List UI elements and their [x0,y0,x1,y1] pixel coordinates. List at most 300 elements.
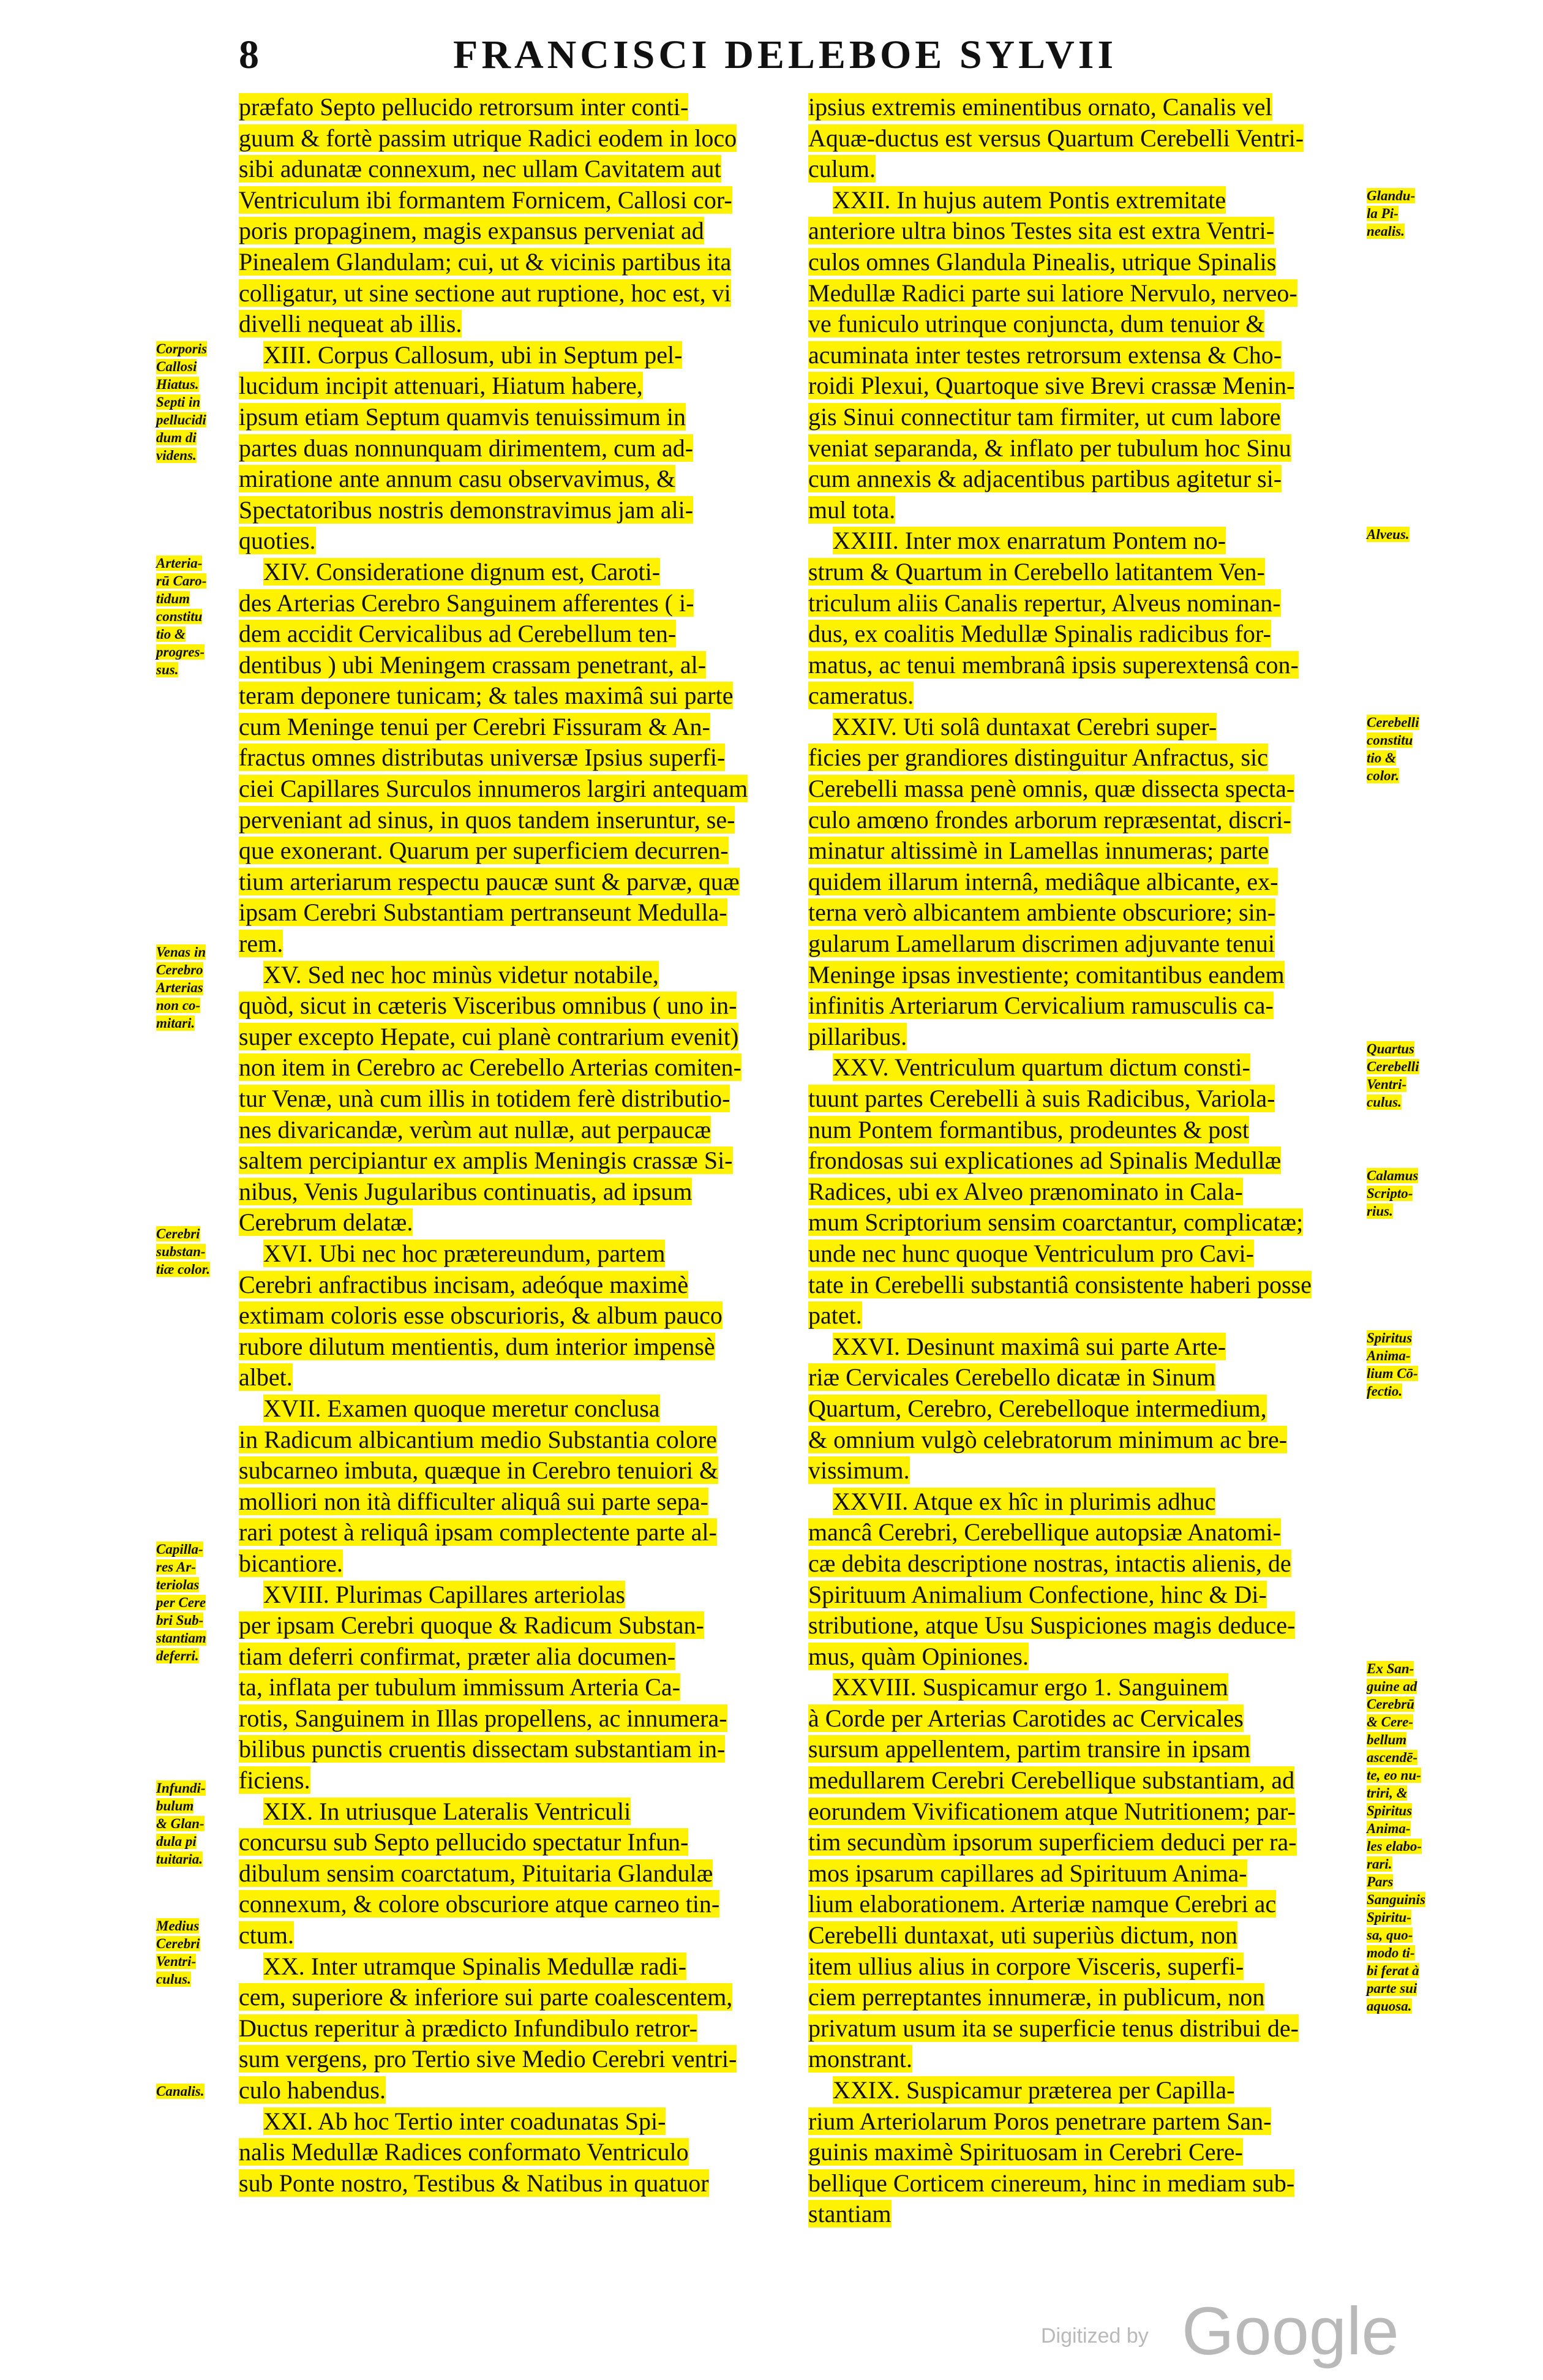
margin-note-line [156,1935,227,1953]
highlighted-text: Hiatus. [156,377,199,392]
highlighted-text: XIX. In utriusque Lateralis Ventriculi [263,1797,631,1825]
text-line [808,1982,1356,2013]
highlighted-text: rubore dilutum mentientis, dum interior impensè [239,1332,715,1360]
highlighted-text: gularum Lamellarum discrimen adjuvante tenui [808,930,1275,958]
highlighted-text: & Cere- [1367,1714,1414,1730]
text-line [239,278,781,309]
highlighted-text: ipsum etiam Septum quamvis tenuissimum in [239,402,686,431]
text-line [239,185,781,216]
highlighted-text: ficiens. [239,1766,310,1794]
margin-note-line [156,429,227,446]
text-line [239,805,781,836]
highlighted-text: XXVI. Desinunt maximâ sui parte Arte- [833,1332,1226,1360]
highlighted-text: stantiam [808,2200,892,2228]
text-line [239,1145,781,1177]
margin-note [156,943,227,1032]
margin-note-line [1367,1660,1440,1678]
highlighted-text: Alveus. [1367,527,1410,542]
highlighted-text: Cerebelli [1367,1059,1419,1074]
text-line [239,1331,781,1363]
text-line [239,1270,781,1301]
page-number: 8 [239,32,263,77]
highlighted-text: nibus, Venis Jugularibus continuatis, ad ipsum [239,1177,693,1205]
margin-note-line [1367,731,1440,749]
text-line [808,1920,1356,1951]
highlighted-text: triri, & [1367,1785,1408,1801]
highlighted-text: culos omnes Glandula Pinealis, utrique Spinalis [808,247,1277,276]
text-line [808,1548,1356,1580]
margin-note-line [1367,1873,1440,1891]
highlighted-text: vissimum. [808,1456,910,1485]
highlighted-text: quòd, sicut in cæteris Visceribus omnibus ( uno in- [239,992,737,1020]
highlighted-text: Infundi- [156,1780,206,1796]
highlighted-text: mul tota. [808,495,896,524]
margin-note [156,2082,227,2100]
text-line [808,805,1356,836]
highlighted-text: rū Caro- [156,573,207,589]
text-line [808,1765,1356,1796]
text-line [808,340,1356,371]
margin-note-line [1367,1093,1440,1111]
highlighted-text: cum Meninge tenui per Cerebri Fissuram & An- [239,712,710,740]
text-line [239,371,781,402]
highlighted-text: Callosi [156,359,197,374]
text-line [808,2044,1356,2075]
highlighted-text: Cerebri [156,1226,200,1241]
highlighted-text: Calamus [1367,1168,1419,1183]
margin-note-line [156,1815,227,1832]
highlighted-text: mus, quàm Opiniones. [808,1642,1029,1670]
highlighted-text: Aquæ-ductus est versus Quartum Cerebelli Ventri- [808,124,1304,152]
text-line [808,1796,1356,1828]
highlighted-text: guine ad [1367,1679,1417,1694]
highlighted-text: Meninge ipsas investiente; comitantibus eandem [808,960,1285,989]
margin-note-line [1367,1167,1440,1184]
highlighted-text: XXIV. Uti solâ duntaxat Cerebri super- [833,712,1217,740]
margin-note-line [1367,1202,1440,1220]
text-line [808,2199,1356,2230]
text-line [808,1641,1356,1673]
text-line [808,1610,1356,1641]
highlighted-text: non co- [156,998,201,1013]
margin-note-line [156,375,227,393]
highlighted-text: dum di [156,430,197,445]
text-line [239,495,781,526]
highlighted-text: bri Sub- [156,1613,204,1628]
text-line [808,495,1356,526]
highlighted-text: Cerebrum delatæ. [239,1208,413,1237]
text-line [808,2137,1356,2168]
highlighted-text: Scripto- [1367,1186,1413,1201]
margin-note [1367,714,1440,785]
highlighted-text: Medullæ Radici parte sui latiore Nervulo, nerveo- [808,279,1297,307]
text-line [239,990,781,1022]
text-line [239,1796,781,1828]
margin-note-line [156,1576,227,1594]
margin-note-line [1367,1075,1440,1093]
text-line [808,185,1356,216]
highlighted-text: nealis. [1367,224,1405,239]
highlighted-text: tate in Cerebelli substantiâ consistente haberi posse [808,1270,1312,1298]
text-line [239,340,781,371]
margin-note-line [156,1260,227,1278]
highlighted-text: veniat separanda, & inflato per tubulum hoc Sinu [808,434,1291,462]
highlighted-text: color. [1367,768,1400,783]
margin-note-line [1367,1347,1440,1365]
text-line [239,1022,781,1053]
text-line [808,1331,1356,1363]
text-line [808,1238,1356,1270]
text-line [239,1548,781,1580]
text-line [808,712,1356,743]
highlighted-text: ctum. [239,1921,294,1949]
highlighted-text: eorundem Vivificationem atque Nutritionem; par- [808,1797,1296,1825]
text-line [808,1672,1356,1703]
text-line [239,1982,781,2013]
text-line [808,2106,1356,2137]
highlighted-text: num Pontem formantibus, prodeuntes & post [808,1115,1249,1143]
highlighted-text: minatur altissimè in Lamellas innumeras; parte [808,837,1269,865]
text-line [808,1889,1356,1920]
text-line [808,525,1356,557]
text-line [808,92,1356,123]
margin-note-line [156,661,227,679]
margin-note-line [156,1832,227,1850]
text-line [808,1734,1356,1765]
highlighted-text: deferri. [156,1648,199,1663]
text-line [239,588,781,619]
text-line [808,619,1356,650]
margin-note-line [156,1243,227,1260]
margin-note-line [156,1797,227,1815]
text-line [239,1083,781,1115]
highlighted-text: subcarneo imbuta, quæque in Cerebro tenuiori & [239,1456,719,1485]
highlighted-text: Anima- [1367,1821,1411,1836]
text-line [239,309,781,340]
margin-note-line [1367,1997,1440,2015]
text-line [239,557,781,588]
highlighted-text: & omnium vulgò celebratorum minimum ac bre- [808,1425,1288,1453]
highlighted-text: culo habendus. [239,2076,386,2104]
text-line [239,2075,781,2106]
highlighted-text: bilibus punctis cruentis dissectam substantiam in- [239,1735,726,1763]
highlighted-text: nalis Medullæ Radices conformato Ventriculo [239,2138,689,2166]
highlighted-text: ciem perreptantes innumeræ, in publicum, non [808,1983,1265,2011]
text-line [239,1362,781,1393]
margin-note-line [156,1917,227,1935]
highlighted-text: culus. [1367,1094,1402,1110]
highlighted-text: te, eo nu- [1367,1768,1421,1783]
highlighted-text: quidem illarum internâ, mediâque albicante, ex- [808,867,1278,895]
text-line [239,897,781,928]
margin-note-line [1367,1802,1440,1820]
text-line [239,742,781,774]
text-line [239,1115,781,1146]
text-line [808,1393,1356,1425]
highlighted-text: monstrant. [808,2045,912,2073]
highlighted-text: constitu [156,609,203,624]
highlighted-text: saltem percipiantur ex amplis Meningis crassæ Si- [239,1147,733,1175]
highlighted-text: sibi adunatæ connexum, nec ullam Cavitatem aut [239,155,721,183]
highlighted-text: mum Scriptorium sensim coarctantur, complicatæ; [808,1208,1304,1237]
highlighted-text: XXVIII. Suspicamur ergo 1. Sanguinem [833,1673,1228,1701]
text-line [239,2106,781,2137]
highlighted-text: præfato Septo pellucido retrorsum inter conti- [239,93,689,121]
highlighted-text: tio & [1367,750,1396,766]
highlighted-text: Spiritus [1367,1803,1413,1818]
margin-note-line [1367,1329,1440,1347]
text-line [239,1580,781,1611]
margin-note-line [1367,1678,1440,1695]
highlighted-text: riæ Cervicales Cerebello dicatæ in Sinum [808,1363,1216,1391]
margin-note-line [1367,187,1440,205]
highlighted-text: XXIII. Inter mox enarratum Pontem no- [833,527,1226,555]
margin-note-line [156,1611,227,1629]
highlighted-text: cum annexis & adjacentibus partibus agitetur si- [808,465,1282,493]
text-line [808,433,1356,464]
highlighted-text: super excepto Hepate, cui planè contrarium evenit) [239,1022,739,1050]
text-line [239,2013,781,2044]
text-line [808,309,1356,340]
text-line [808,1580,1356,1611]
text-line [808,1052,1356,1083]
highlighted-text: dentibus ) ubi Meningem crassam penetrant, al- [239,650,707,679]
highlighted-text: cem, superiore & inferiore sui parte coalescentem, [239,1983,733,2011]
text-line [239,650,781,681]
text-line [239,216,781,247]
highlighted-text: XVI. Ubi nec hoc prætereundum, partem [263,1239,666,1267]
highlighted-text: des Arterias Cerebro Sanguinem afferentes ( i- [239,589,694,617]
highlighted-text: ipsam Cerebri Substantiam pertranseunt Medulla- [239,898,727,927]
margin-note-line [1367,1365,1440,1382]
text-line [808,154,1356,185]
margin-note [1367,1329,1440,1400]
margin-note-line [1367,1749,1440,1766]
highlighted-text: tiam deferri confirmat, præter alia documen- [239,1642,676,1670]
margin-note [156,1779,227,1868]
highlighted-text: modo ti- [1367,1945,1415,1960]
margin-note-line [156,1540,227,1558]
highlighted-text: sum vergens, pro Tertio sive Medio Cerebri ventri- [239,2045,737,2073]
text-line [808,897,1356,928]
running-title: FRANCISCI DELEBOE SYLVII [453,32,1117,77]
highlighted-text: aquosa. [1367,1998,1412,2014]
margin-note-line [1367,1979,1440,1997]
text-line [239,1765,781,1796]
highlighted-text: terna verò albicantem ambiente obscuriore; sin- [808,898,1276,927]
text-line [808,774,1356,805]
margin-note-line [156,1850,227,1868]
highlighted-text: per Cere [156,1595,206,1610]
margin-note-line [156,1970,227,1988]
highlighted-text: Spectatoribus nostris demonstravimus jam ali- [239,495,694,524]
highlighted-text: poris propaginem, magis expansus perveniat ad [239,217,704,245]
highlighted-text: rius. [1367,1203,1393,1219]
margin-note-line [156,1953,227,1970]
highlighted-text: XXVII. Atque ex hîc in plurimis adhuc [833,1487,1216,1515]
highlighted-text: Ex San- [1367,1661,1414,1676]
text-line [808,650,1356,681]
highlighted-text: tim secundùm ipsorum superficiem deduci per ra- [808,1828,1297,1856]
highlighted-text: Pinealem Glandulam; cui, ut & vicinis partibus ita [239,247,732,276]
highlighted-text: tio & [156,627,186,642]
highlighted-text: Cerebelli duntaxat, uti superiùs dictum, non [808,1921,1237,1949]
highlighted-text: XIII. Corpus Callosum, ubi in Septum pel- [263,341,683,369]
right-text-column [808,92,1356,2230]
text-line [808,1145,1356,1177]
highlighted-text: Corporis [156,341,208,356]
left-text-column [239,92,781,2199]
highlighted-text: Anima- [1367,1348,1411,1363]
highlighted-text: fectio. [1367,1384,1403,1399]
margin-note-line [156,1014,227,1032]
margin-note-line [1367,1944,1440,1962]
text-line [808,1455,1356,1486]
highlighted-text: ascendē- [1367,1750,1418,1765]
highlighted-text: fractus omnes distributas universæ Ipsius superfi- [239,744,726,772]
highlighted-text: mos ipsarum capillares ad Spirituum Anima- [808,1859,1247,1887]
highlighted-text: Glandu- [1367,188,1416,203]
text-line [239,1672,781,1703]
highlighted-text: teram deponere tunicam; & tales maximâ sui parte [239,682,734,710]
highlighted-text: partes duas nonnunquam dirimentem, cum ad- [239,434,694,462]
highlighted-text: connexum, & colore obscuriore atque carneo tin- [239,1890,720,1918]
highlighted-text: bi ferat à [1367,1963,1419,1978]
text-line [239,525,781,557]
highlighted-text: Medius [156,1918,200,1934]
digitized-by-text: Digitized by [1041,2324,1149,2348]
highlighted-text: lium Cō- [1367,1366,1418,1381]
highlighted-text: Canalis. [156,2084,205,2099]
text-line [239,1455,781,1486]
margin-note [1367,1660,1440,2015]
text-line [239,1425,781,1456]
highlighted-text: infinitis Arteriarum Cervicalium ramusculis ca- [808,992,1274,1020]
margin-note-line [156,996,227,1014]
highlighted-text: XIV. Consideratione dignum est, Caroti- [263,557,661,586]
highlighted-text: parte sui [1367,1981,1417,1996]
margin-note-line [1367,1837,1440,1855]
text-line [808,1207,1356,1238]
highlighted-text: Arteria- [156,555,203,571]
text-line [239,1641,781,1673]
highlighted-text: sursum appellentem, partim transire in ipsam [808,1735,1251,1763]
highlighted-text: Cerebri [156,1936,200,1951]
text-line [808,1703,1356,1734]
text-line [239,1951,781,1983]
highlighted-text: anteriore ultra binos Testes sita est extra Ventri- [808,217,1275,245]
margin-note-line [1367,222,1440,240]
margin-note-line [156,1558,227,1576]
text-line [239,2044,781,2075]
highlighted-text: que exonerant. Quarum per superficiem decurren- [239,837,729,865]
margin-note-line [1367,1382,1440,1400]
highlighted-text: Quartum, Cerebro, Cerebelloque intermedium, [808,1394,1267,1422]
margin-note-line [156,340,227,358]
text-line [808,1177,1356,1208]
text-line [239,1827,781,1858]
text-line [808,1022,1356,1053]
margin-note [1367,1167,1440,1220]
text-line [239,1052,781,1083]
text-line [239,433,781,464]
highlighted-text: non item in Cerebro ac Cerebello Arterias comiten- [239,1053,741,1082]
text-line [239,1207,781,1238]
text-line [808,123,1356,154]
margin-note-line [1367,1820,1440,1837]
highlighted-text: Cerebro [156,962,203,977]
margin-note-line [1367,205,1440,222]
text-line [239,1238,781,1270]
margin-note [156,1540,227,1665]
text-line [808,2013,1356,2044]
text-line [808,371,1356,402]
text-line [239,464,781,495]
text-line [239,402,781,433]
highlighted-text: Spirituum Animalium Confectione, hinc & Di- [808,1580,1267,1608]
highlighted-text: divelli nequeat ab illis. [239,310,462,338]
text-line [239,712,781,743]
highlighted-text: bellum [1367,1732,1407,1747]
text-line [239,1920,781,1951]
highlighted-text: la Pi- [1367,206,1398,221]
highlighted-text: stributione, atque Usu Suspiciones magis deduce- [808,1611,1296,1640]
margin-note-line [156,1225,227,1243]
margin-note-line [156,1594,227,1611]
highlighted-text: Ventri- [1367,1077,1407,1092]
highlighted-text: mitari. [156,1015,195,1031]
text-line [808,1827,1356,1858]
text-line [808,1083,1356,1115]
highlighted-text: XVIII. Plurimas Capillares arteriolas [263,1580,625,1608]
text-line [808,557,1356,588]
highlighted-text: Capilla- [156,1542,203,1557]
highlighted-text: XXI. Ab hoc Tertio inter coadunatas Spi- [263,2107,666,2135]
highlighted-text: rem. [239,930,283,958]
highlighted-text: strum & Quartum in Cerebello latitantem Ven- [808,557,1265,586]
highlighted-text: albet. [239,1363,293,1391]
highlighted-text: guum & fortè passim utrique Radici eodem in loco [239,124,737,152]
highlighted-text: culum. [808,155,876,183]
text-line [239,928,781,960]
highlighted-text: Cerebri anfractibus incisam, adeóque maximè [239,1270,689,1298]
highlighted-text: item ullius alius in corpore Visceris, superfi- [808,1952,1244,1980]
text-line [808,928,1356,960]
margin-note-line [1367,1784,1440,1802]
margin-note [156,1225,227,1278]
highlighted-text: Sanguinis [1367,1892,1425,1907]
margin-note-line [1367,1908,1440,1926]
text-line [239,1858,781,1889]
margin-note-line [156,643,227,661]
text-line [239,1703,781,1734]
text-line [808,1270,1356,1301]
text-line [239,1177,781,1208]
text-line [808,867,1356,898]
margin-note-line [156,411,227,429]
highlighted-text: tuitaria. [156,1851,203,1867]
highlighted-text: concursu sub Septo pellucido spectatur Infun- [239,1828,689,1856]
digitized-watermark [1041,2281,1408,2369]
highlighted-text: cameratus. [808,682,914,710]
text-line [808,835,1356,867]
text-line [239,680,781,712]
margin-note-line [1367,1040,1440,1058]
highlighted-text: Spiritus [1367,1330,1413,1346]
margin-note-line [156,393,227,411]
highlighted-text: Cerebelli massa penè omnis, quæ dissecta specta- [808,775,1295,803]
highlighted-text: dem accidit Cervicalibus ad Cerebellum ten- [239,620,677,648]
